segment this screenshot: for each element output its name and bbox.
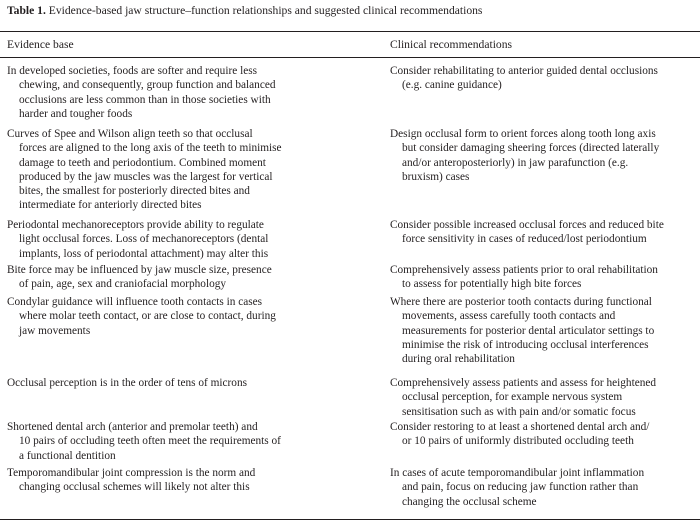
recommendation-cell-line: Where there are posterior tooth contacts during functional xyxy=(390,296,652,308)
recommendation-cell-line: In cases of acute temporomandibular joint inflammation xyxy=(390,467,645,479)
evidence-cell-line: 10 pairs of occluding teeth often meet the requirements of xyxy=(19,435,281,448)
recommendation-cell-line: Consider restoring to at least a shortened dental arch and/ xyxy=(390,421,650,433)
recommendation-cell-line: movements, assess carefully tooth contacts and xyxy=(402,310,616,323)
recommendation-cell-line: Design occlusal form to orient forces along tooth long axis xyxy=(390,128,656,140)
evidence-cell-line: occlusions are less common than in those societies with xyxy=(19,93,271,106)
evidence-cell-line: where molar teeth contact, or are close to contact, during xyxy=(19,310,276,323)
recommendation-cell-line: minimise the risk of introducing occlusal interferences xyxy=(402,338,649,351)
table-caption xyxy=(7,4,482,18)
evidence-cell-line: produced by the jaw muscles was the largest for vertical xyxy=(19,170,273,183)
evidence-cell xyxy=(7,218,377,261)
recommendation-cell-line: bruxism) cases xyxy=(402,170,470,183)
evidence-cell-line: damage to teeth and periodontium. Combined moment xyxy=(19,156,266,169)
top-rule xyxy=(0,31,700,32)
recommendation-cell xyxy=(390,376,695,419)
recommendation-cell xyxy=(390,218,695,247)
recommendation-cell xyxy=(390,64,695,93)
recommendation-cell xyxy=(390,263,695,292)
evidence-cell-line: implants, loss of periodontal attachment) may alter this xyxy=(19,247,269,260)
evidence-cell xyxy=(7,263,377,292)
recommendation-cell-line: sensitisation such as with pain and/or somatic focus xyxy=(402,405,636,418)
recommendation-cell-line: (e.g. canine guidance) xyxy=(402,79,502,92)
recommendation-cell-line: but consider damaging sheering forces (directed laterally xyxy=(402,142,660,155)
recommendation-cell-line: Consider rehabilitating to anterior guided dental occlusions xyxy=(390,65,658,77)
recommendation-cell-line: measurements for posterior dental articulator settings to xyxy=(402,324,655,337)
evidence-cell-line: chewing, and consequently, group function and balanced xyxy=(19,79,276,92)
table-title: Evidence-based jaw structure–function relationships and suggested clinical recommendations xyxy=(48,4,483,17)
header-evidence-base: Evidence base xyxy=(7,38,74,51)
evidence-cell-line: light occlusal forces. Loss of mechanoreceptors (dental xyxy=(19,233,269,246)
evidence-cell-line: Temporomandibular joint compression is the norm and xyxy=(7,467,256,479)
evidence-cell-line: jaw movements xyxy=(19,324,91,337)
evidence-cell xyxy=(7,376,377,390)
evidence-cell xyxy=(7,420,377,463)
evidence-cell-line: Periodontal mechanoreceptors provide ability to regulate xyxy=(7,219,264,231)
recommendation-cell xyxy=(390,420,695,449)
recommendation-cell-line: Consider possible increased occlusal forces and reduced bite xyxy=(390,219,664,231)
recommendation-cell-line: to assess for potentially high bite forces xyxy=(402,278,582,291)
evidence-cell-line: intermediate for anteriorly directed bites xyxy=(19,199,202,212)
recommendation-cell-line: Comprehensively assess patients prior to oral rehabilitation xyxy=(390,264,658,276)
evidence-cell xyxy=(7,295,377,338)
header-clinical-recommendations: Clinical recommendations xyxy=(390,38,513,51)
recommendation-cell xyxy=(390,466,695,509)
evidence-cell-line: a functional dentition xyxy=(19,449,116,462)
recommendation-cell-line: during oral rehabilitation xyxy=(402,353,515,366)
recommendation-cell-line: and pain, focus on reducing jaw function rather than xyxy=(402,481,639,494)
recommendation-cell-line: changing the occlusal scheme xyxy=(402,495,537,508)
evidence-cell xyxy=(7,466,377,495)
evidence-cell-line: harder and tougher foods xyxy=(19,107,133,120)
evidence-cell-line: Bite force may be influenced by jaw muscle size, presence xyxy=(7,264,272,276)
header-rule xyxy=(0,57,700,58)
recommendation-cell-line: occlusal perception, for example nervous system xyxy=(402,391,623,404)
table-label: Table 1. xyxy=(7,4,46,17)
recommendation-cell-line: or 10 pairs of uniformly distributed occluding teeth xyxy=(402,435,634,448)
evidence-cell-line: Shortened dental arch (anterior and premolar teeth) and xyxy=(7,421,258,433)
evidence-cell-line: of pain, age, sex and craniofacial morphology xyxy=(19,278,227,291)
evidence-cell-line: forces are aligned to the long axis of the teeth to minimise xyxy=(19,142,282,155)
evidence-cell-line: Occlusal perception is in the order of tens of microns xyxy=(7,377,247,389)
recommendation-cell-line: and/or anteroposteriorly) in jaw parafunction (e.g. xyxy=(402,156,629,169)
recommendation-cell-line: force sensitivity in cases of reduced/lost periodontium xyxy=(402,233,647,246)
recommendation-cell-line: Comprehensively assess patients and assess for heightened xyxy=(390,377,657,389)
recommendation-cell xyxy=(390,127,695,184)
bottom-rule xyxy=(0,519,700,520)
recommendation-cell xyxy=(390,295,695,366)
evidence-cell-line: In developed societies, foods are softer and require less xyxy=(7,65,258,77)
evidence-cell-line: changing occlusal schemes will likely not alter this xyxy=(19,481,250,494)
evidence-cell-line: Condylar guidance will influence tooth contacts in cases xyxy=(7,296,263,308)
evidence-cell-line: Curves of Spee and Wilson align teeth so that occlusal xyxy=(7,128,253,140)
evidence-cell xyxy=(7,64,377,121)
evidence-cell xyxy=(7,127,377,213)
evidence-cell-line: bites, the smallest for posteriorly directed bites and xyxy=(19,185,250,198)
